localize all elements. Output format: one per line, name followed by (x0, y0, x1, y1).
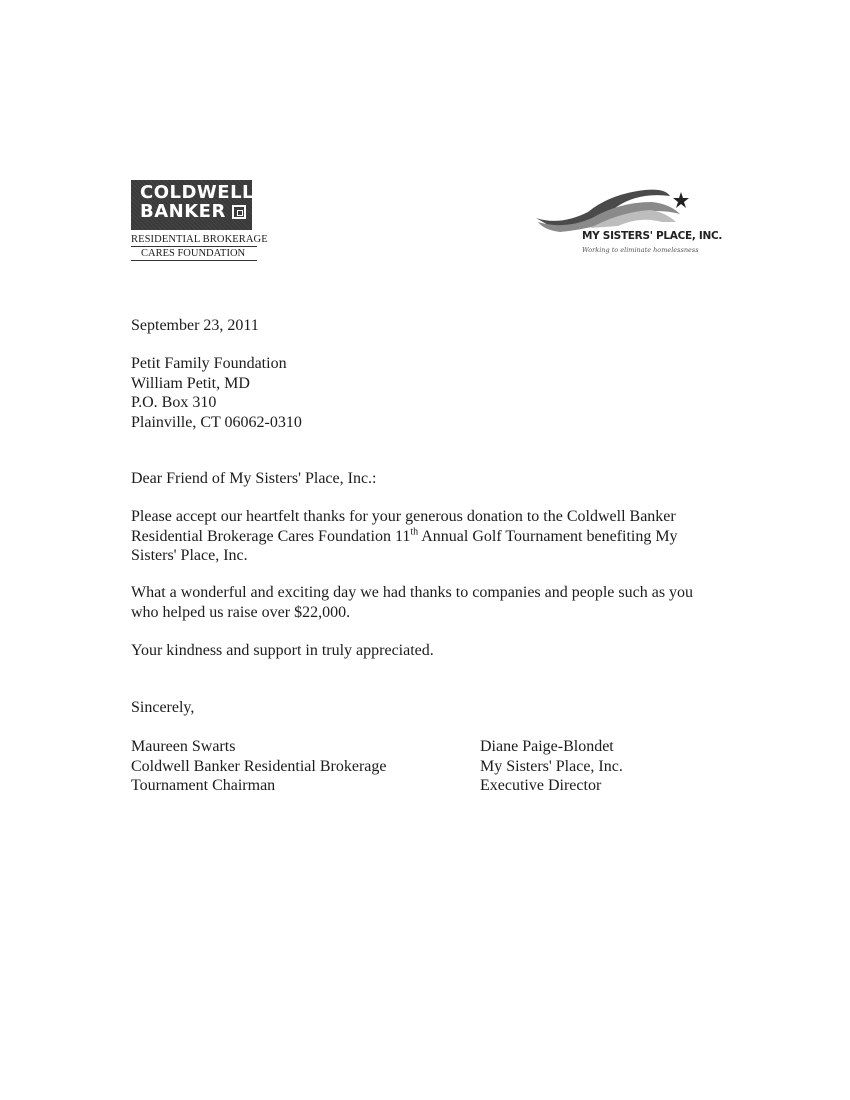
signatory-name: Diane Paige-Blondet (480, 738, 614, 755)
body-paragraph-1 (131, 507, 678, 566)
paragraph-line: What a wonderful and exciting day we had thanks to companies and people such as you (131, 584, 694, 601)
coldwell-banker-mark-icon (232, 205, 246, 219)
star-icon (673, 192, 689, 208)
paragraph-line: who helped us raise over $22,000. (131, 603, 351, 621)
logo-subtitle-1: RESIDENTIAL BROKERAGE (131, 234, 268, 245)
my-sisters-place-logo (530, 182, 723, 262)
salutation: Dear Friend of My Sisters' Place, Inc.: (131, 470, 377, 487)
signatory-title: Tournament Chairman (131, 777, 276, 794)
logo-word-coldwell: COLDWELL (140, 182, 255, 203)
ordinal-suffix: th (410, 526, 419, 538)
signatory-organization: My Sisters' Place, Inc. (480, 757, 623, 775)
paragraph-line (131, 527, 678, 547)
signature-block-right (480, 737, 623, 796)
recipient-line: William Petit, MD (131, 374, 250, 392)
paragraph-text: Residential Brokerage Cares Foundation 11 (131, 527, 411, 545)
recipient-line: Petit Family Foundation (131, 355, 287, 372)
paragraph-line: Please accept our heartfelt thanks for your generous donation to the Coldwell Banker (131, 508, 676, 525)
signature-block-left (131, 737, 386, 796)
recipient-address (131, 354, 302, 432)
signatory-name: Maureen Swarts (131, 738, 236, 755)
body-paragraph-3: Your kindness and support in truly appreciated. (131, 642, 434, 659)
coldwell-banker-logo (131, 180, 268, 261)
signatory-organization: Coldwell Banker Residential Brokerage (131, 757, 387, 775)
signatory-title: Executive Director (480, 777, 602, 794)
logo-word-banker: BANKER (140, 201, 226, 222)
recipient-line: Plainville, CT 06062-0310 (131, 413, 302, 431)
paragraph-line: Sisters' Place, Inc. (131, 547, 248, 564)
closing: Sincerely, (131, 699, 195, 716)
my-sisters-place-name: MY SISTERS' PLACE, INC. (582, 230, 723, 242)
paragraph-text: Annual Golf Tournament benefiting My (418, 527, 678, 545)
body-paragraph-2 (131, 583, 693, 622)
my-sisters-place-tagline: Working to eliminate homelessness (582, 246, 699, 254)
recipient-line: P.O. Box 310 (131, 394, 217, 411)
letter-date: September 23, 2011 (131, 317, 259, 334)
logo-subtitle-2: CARES FOUNDATION (131, 247, 257, 261)
coldwell-banker-wordmark (131, 180, 255, 230)
